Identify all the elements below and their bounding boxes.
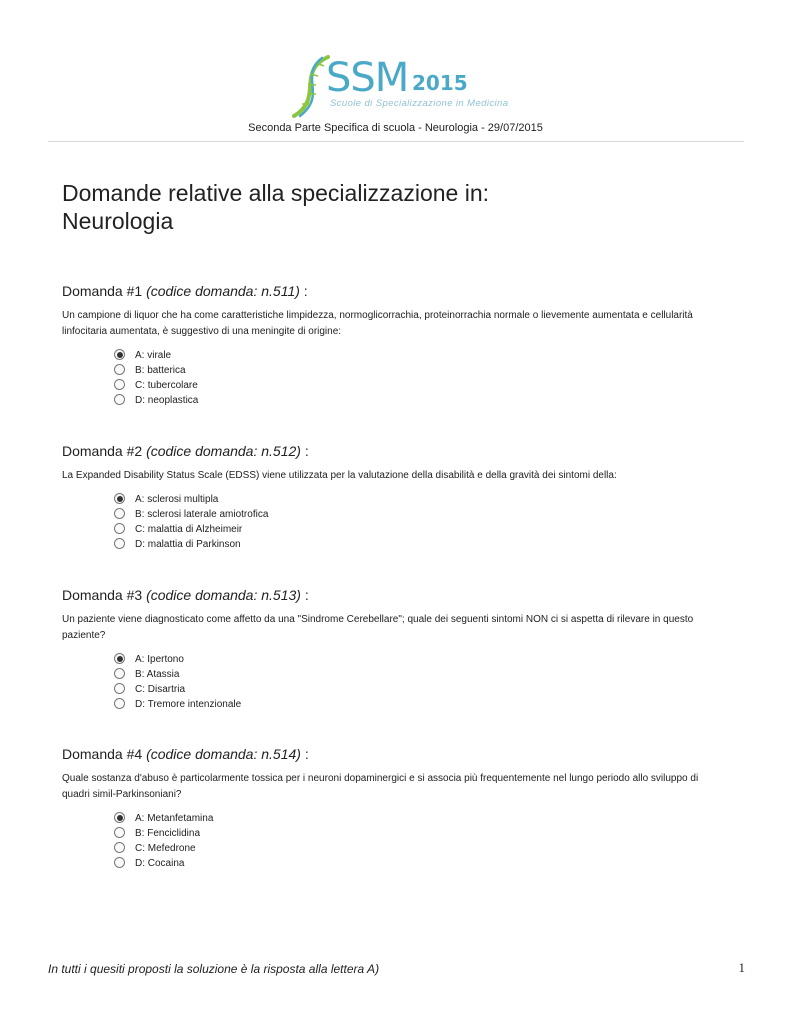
- radio-unchecked-icon[interactable]: [114, 523, 125, 534]
- radio-unchecked-icon[interactable]: [114, 508, 125, 519]
- answer-option-d[interactable]: [114, 537, 722, 552]
- question-number: Domanda #2: [62, 443, 143, 459]
- radio-checked-icon[interactable]: [114, 812, 125, 823]
- question-2: [62, 442, 722, 552]
- option-label: A: virale: [135, 350, 172, 361]
- option-label: B: Fenciclidina: [135, 828, 201, 839]
- answer-option-a[interactable]: [114, 652, 722, 667]
- page-title: [62, 179, 489, 235]
- question-1: [62, 282, 722, 408]
- answer-option-b[interactable]: [114, 507, 722, 522]
- answer-options: [114, 811, 722, 871]
- option-label: D: Cocaina: [135, 858, 185, 869]
- question-header: [62, 745, 722, 763]
- answer-option-b[interactable]: [114, 667, 722, 682]
- ssm-logo: [288, 54, 518, 120]
- option-label: A: sclerosi multipla: [135, 494, 219, 505]
- radio-unchecked-icon[interactable]: [114, 683, 125, 694]
- question-number: Domanda #3: [62, 587, 143, 603]
- question-colon: :: [304, 587, 309, 603]
- option-label: A: Metanfetamina: [135, 813, 214, 824]
- answer-option-a[interactable]: [114, 492, 722, 507]
- answer-option-b[interactable]: [114, 826, 722, 841]
- answer-option-a[interactable]: [114, 811, 722, 826]
- question-text: Un campione di liquor che ha come caratteristiche limpidezza, normoglicorrachia, proteinorrachia normale o lievemente aumentata e cellularità linfocitaria aumentata, è suggestivo di una meningite di origine:: [62, 310, 693, 337]
- question-header: [62, 442, 722, 460]
- question-colon: :: [304, 443, 309, 459]
- answer-option-c[interactable]: [114, 522, 722, 537]
- radio-unchecked-icon[interactable]: [114, 394, 125, 405]
- footer-note: In tutti i quesiti proposti la soluzione è la risposta alla lettera A): [48, 962, 380, 976]
- radio-checked-icon[interactable]: [114, 349, 125, 360]
- question-code: (codice domanda: n.514): [146, 746, 301, 762]
- answer-options: [114, 348, 722, 408]
- question-text: Quale sostanza d'abuso è particolarmente tossica per i neuroni dopaminergici e si associa più frequentemente nel lungo periodo allo sviluppo di quadri simil-Parkinsoniani?: [62, 773, 699, 800]
- radio-unchecked-icon[interactable]: [114, 668, 125, 679]
- radio-unchecked-icon[interactable]: [114, 857, 125, 868]
- question-3: [62, 586, 722, 712]
- option-label: C: Disartria: [135, 684, 186, 695]
- question-4: [62, 745, 722, 871]
- option-label: D: Tremore intenzionale: [135, 699, 242, 710]
- question-text: La Expanded Disability Status Scale (EDSS) viene utilizzata per la valutazione della disabilità e della gravità dei sintomi della:: [62, 470, 617, 481]
- answer-option-c[interactable]: [114, 682, 722, 697]
- answer-option-d[interactable]: [114, 697, 722, 712]
- logo-tagline: Scuole di Specializzazione in Medicina: [330, 98, 509, 109]
- radio-unchecked-icon[interactable]: [114, 538, 125, 549]
- question-number: Domanda #1: [62, 283, 143, 299]
- logo-year: 2015: [412, 71, 468, 95]
- header-divider: [48, 141, 744, 142]
- option-label: B: sclerosi laterale amiotrofica: [135, 509, 269, 520]
- question-code: (codice domanda: n.512): [146, 443, 301, 459]
- radio-unchecked-icon[interactable]: [114, 827, 125, 838]
- answer-option-c[interactable]: [114, 378, 722, 393]
- radio-checked-icon[interactable]: [114, 653, 125, 664]
- radio-unchecked-icon[interactable]: [114, 698, 125, 709]
- answer-option-d[interactable]: [114, 393, 722, 408]
- header-subtitle: Seconda Parte Specifica di scuola - Neurologia - 29/07/2015: [248, 122, 543, 134]
- page-title-line2: Neurologia: [62, 208, 174, 234]
- option-label: D: neoplastica: [135, 395, 199, 406]
- answer-option-a[interactable]: [114, 348, 722, 363]
- answer-option-d[interactable]: [114, 856, 722, 871]
- question-colon: :: [303, 283, 308, 299]
- question-header: [62, 282, 722, 300]
- option-label: C: tubercolare: [135, 380, 198, 391]
- radio-checked-icon[interactable]: [114, 493, 125, 504]
- option-label: D: malattia di Parkinson: [135, 539, 241, 550]
- question-code: (codice domanda: n.511): [146, 283, 300, 299]
- radio-unchecked-icon[interactable]: [114, 364, 125, 375]
- question-text: Un paziente viene diagnosticato come affetto da una "Sindrome Cerebellare"; quale dei seguenti sintomi NON ci si aspetta di rilevare in questo paziente?: [62, 614, 694, 641]
- question-header: [62, 586, 722, 604]
- option-label: A: Ipertono: [135, 654, 184, 665]
- answer-option-b[interactable]: [114, 363, 722, 378]
- answer-options: [114, 652, 722, 712]
- question-colon: :: [304, 746, 309, 762]
- logo-brand: SSM: [326, 55, 409, 101]
- question-code: (codice domanda: n.513): [146, 587, 301, 603]
- answer-option-c[interactable]: [114, 841, 722, 856]
- option-label: B: Atassia: [135, 669, 180, 680]
- page-title-line1: Domande relative alla specializzazione in:: [62, 180, 490, 206]
- option-label: C: malattia di Alzheimeir: [135, 524, 243, 535]
- page-number: 1: [738, 960, 745, 975]
- radio-unchecked-icon[interactable]: [114, 842, 125, 853]
- question-number: Domanda #4: [62, 746, 143, 762]
- option-label: B: batterica: [135, 365, 186, 376]
- radio-unchecked-icon[interactable]: [114, 379, 125, 390]
- option-label: C: Mefedrone: [135, 843, 196, 854]
- answer-options: [114, 492, 722, 552]
